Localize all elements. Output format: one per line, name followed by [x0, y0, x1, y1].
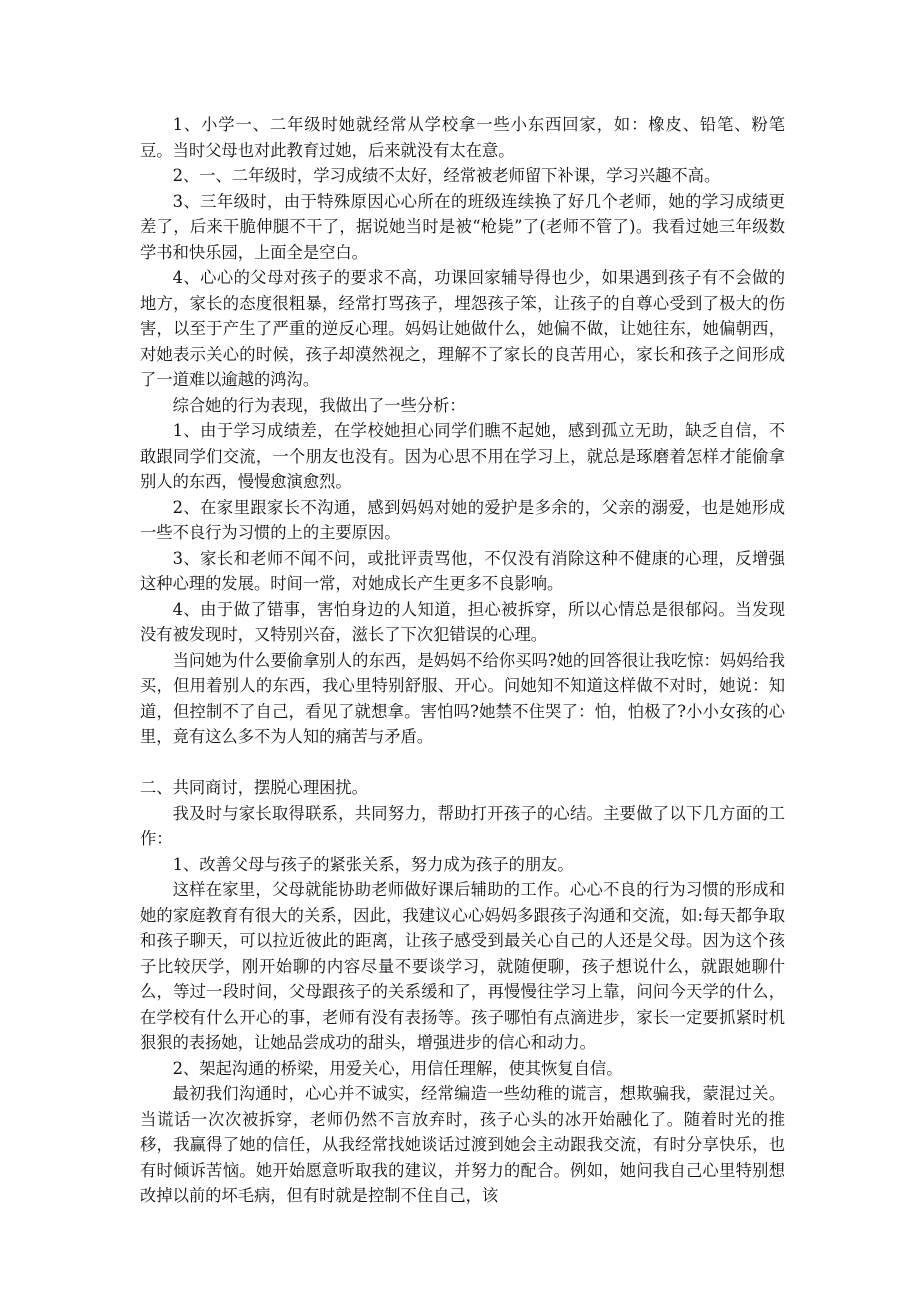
document-body	[140, 112, 785, 1209]
paragraph-analysis-4: 4、由于做了错事，害怕身边的人知道，担心被拆穿，所以心情总是很郁闷。当发现没有被发现时，又特别兴奋，滋长了下次犯错误的心理。	[140, 599, 785, 644]
paragraph-3: 3、三年级时，由于特殊原因心心所在的班级连续换了好几个老师，她的学习成绩更差了，后来干脆伸腿不干了，据说她当时是被“枪毙”了(老师不管了)。我看过她三年级数学书和快乐园，上面全是空白。	[140, 191, 785, 262]
paragraph-analysis-intro: 综合她的行为表现，我做出了一些分析：	[172, 395, 466, 415]
paragraph-analysis-3: 3、家长和老师不闻不问，或批评责骂他，不仅没有消除这种不健康的心理，反增强这种心理的发展。时间一常，对她成长产生更多不良影响。	[140, 548, 785, 593]
paragraph-measure-1-detail: 这样在家里，父母就能协助老师做好课后辅助的工作。心心不良的行为习惯的形成和她的家庭教育有很大的关系，因此，我建议心心妈妈多跟孩子沟通和交流，如:每天都争取和孩子聊天，可以拉近彼此的距离，让孩子感受到最关心自己的人还是父母。因为这个孩子比较厌学，刚开始聊的内容尽量不要谈学习，就随便聊，孩子想说什么，就跟她聊什么，等过一段时间，父母跟孩子的关系缓和了，再慢慢往学习上靠，问问今天学的什么，在学校有什么开心的事，老师有没有表扬等。孩子哪怕有点滴进步，家长一定要抓紧时机狠狠的表扬她，让她品尝成功的甜头，增强进步的信心和动力。	[140, 880, 785, 1052]
paragraph-analysis-1: 1、由于学习成绩差，在学校她担心同学们瞧不起她，感到孤立无助，缺乏自信，不敢跟同学们交流，一个朋友也没有。因为心思不用在学习上，就总是琢磨着怎样才能偷拿别人的东西，慢慢愈演愈烈。	[140, 421, 785, 491]
blank-line	[140, 750, 785, 776]
paragraph-section-intro: 我及时与家长取得联系，共同努力，帮助打开孩子的心结。主要做了以下几方面的工作：	[140, 803, 785, 848]
paragraph-measure-1: 1、改善父母与孩子的紧张关系，努力成为孩子的朋友。	[172, 854, 574, 874]
paragraph-dialogue: 当问她为什么要偷拿别人的东西，是妈妈不给你买吗?她的回答很让我吃惊：妈妈给我买，但用着别人的东西，我心里特别舒服、开心。问她知不知道这样做不对时，她说：知道，但控制不了自己，看见了就想拿。害怕吗?她禁不住哭了：怕，怕极了?小小女孩的心里，竟有这么多不为人知的痛苦与矛盾。	[140, 650, 785, 746]
paragraph-4: 4、心心的父母对孩子的要求不高，功课回家辅导得也少，如果遇到孩子有不会做的地方，家长的态度很粗暴，经常打骂孩子，埋怨孩子笨，让孩子的自尊心受到了极大的伤害，以至于产生了严重的逆反心理。妈妈让她做什么，她偏不做，让她往东，她偏朝西，对她表示关心的时候，孩子却漠然视之，理解不了家长的良苦用心，家长和孩子之间形成了一道难以逾越的鸿沟。	[140, 268, 785, 389]
paragraph-measure-2: 2、架起沟通的桥梁，用爱关心，用信任理解，使其恢复自信。	[172, 1058, 623, 1078]
paragraph-2: 2、一、二年级时，学习成绩不太好，经常被老师留下补课，学习兴趣不高。	[172, 166, 721, 185]
paragraph-measure-2-detail: 最初我们沟通时，心心并不诚实，经常编造一些幼稚的谎言，想欺骗我，蒙混过关。当谎话一次次被拆穿，老师仍然不言放弃时，孩子心头的冰开始融化了。随着时光的推移，我赢得了她的信任，从我经常找她谈话过渡到她会主动跟我交流，有时分享快乐，也有时倾诉苦恼。她开始愿意听取我的建议，并努力的配合。例如，她问我自己心里特别想改掉以前的坏毛病，但有时就是控制不住自己，该	[140, 1084, 785, 1205]
paragraph-analysis-2: 2、在家里跟家长不沟通，感到妈妈对她的爱护是多余的，父亲的溺爱，也是她形成一些不良行为习惯的上的主要原因。	[140, 497, 785, 542]
section-heading: 二、共同商讨，摆脱心理困扰。	[140, 778, 368, 797]
paragraph-1: 1、小学一、二年级时她就经常从学校拿一些小东西回家，如：橡皮、铅笔、粉笔豆。当时父母也对此教育过她，后来就没有太在意。	[140, 115, 785, 160]
